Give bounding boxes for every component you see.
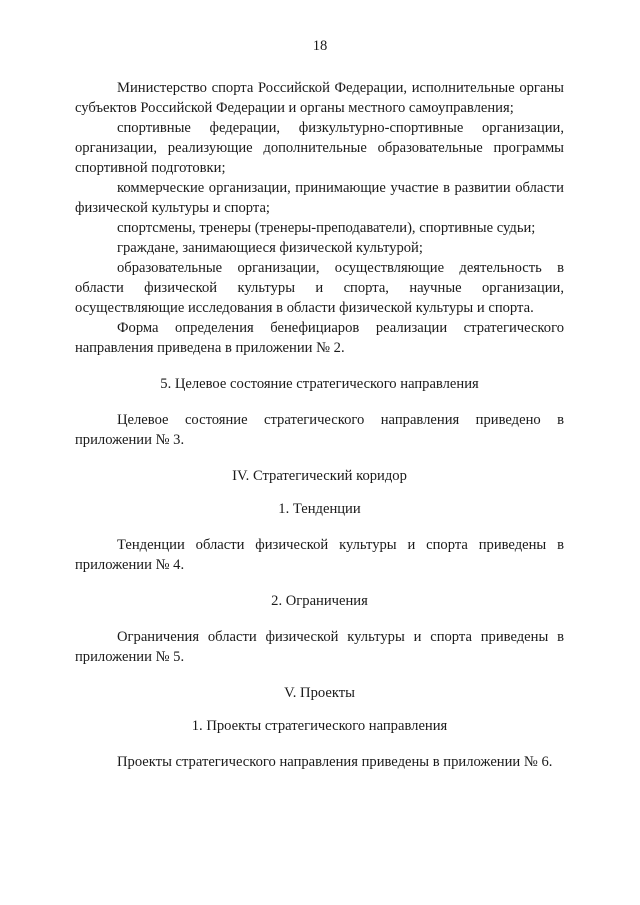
document-body <box>75 78 564 772</box>
list-item: коммерческие организации, принимающие участие в развитии области физической культуры и спорта; <box>75 180 564 216</box>
projects-paragraph: Проекты стратегического направления приведены в приложении № 6. <box>117 754 553 770</box>
page-number: 18 <box>312 38 328 54</box>
trends-paragraph: Тенденции области физической культуры и спорта приведены в приложении № 4. <box>75 537 564 573</box>
projects-heading: 1. Проекты стратегического направления <box>191 718 448 734</box>
limitations-heading: 2. Ограничения <box>271 593 368 609</box>
beneficiaries-form-paragraph: Форма определения бенефициаров реализации стратегического направления приведена в приложении № 2. <box>75 320 564 356</box>
section-v-heading: V. Проекты <box>284 685 355 701</box>
list-item: образовательные организации, осуществляющие деятельность в области физической культуры и спорта, научные организации, осуществляющие исследования в области физической культуры и спорта. <box>75 260 564 316</box>
list-item: спортсмены, тренеры (тренеры-преподаватели), спортивные судьи; <box>117 220 536 236</box>
section-5-paragraph: Целевое состояние стратегического направления приведено в приложении № 3. <box>75 412 564 448</box>
section-5-heading: 5. Целевое состояние стратегического направления <box>160 376 479 392</box>
list-item: Министерство спорта Российской Федерации, исполнительные органы субъектов Российской Федерации и органы местного самоуправления; <box>75 80 564 116</box>
list-item: граждане, занимающиеся физической культурой; <box>117 240 423 256</box>
list-item: спортивные федерации, физкультурно-спортивные организации, организации, реализующие дополнительные образовательные программы спортивной подготовки; <box>75 120 564 176</box>
section-iv-heading: IV. Стратегический коридор <box>232 468 407 484</box>
trends-heading: 1. Тенденции <box>278 501 361 517</box>
limitations-paragraph: Ограничения области физической культуры и спорта приведены в приложении № 5. <box>75 629 564 665</box>
